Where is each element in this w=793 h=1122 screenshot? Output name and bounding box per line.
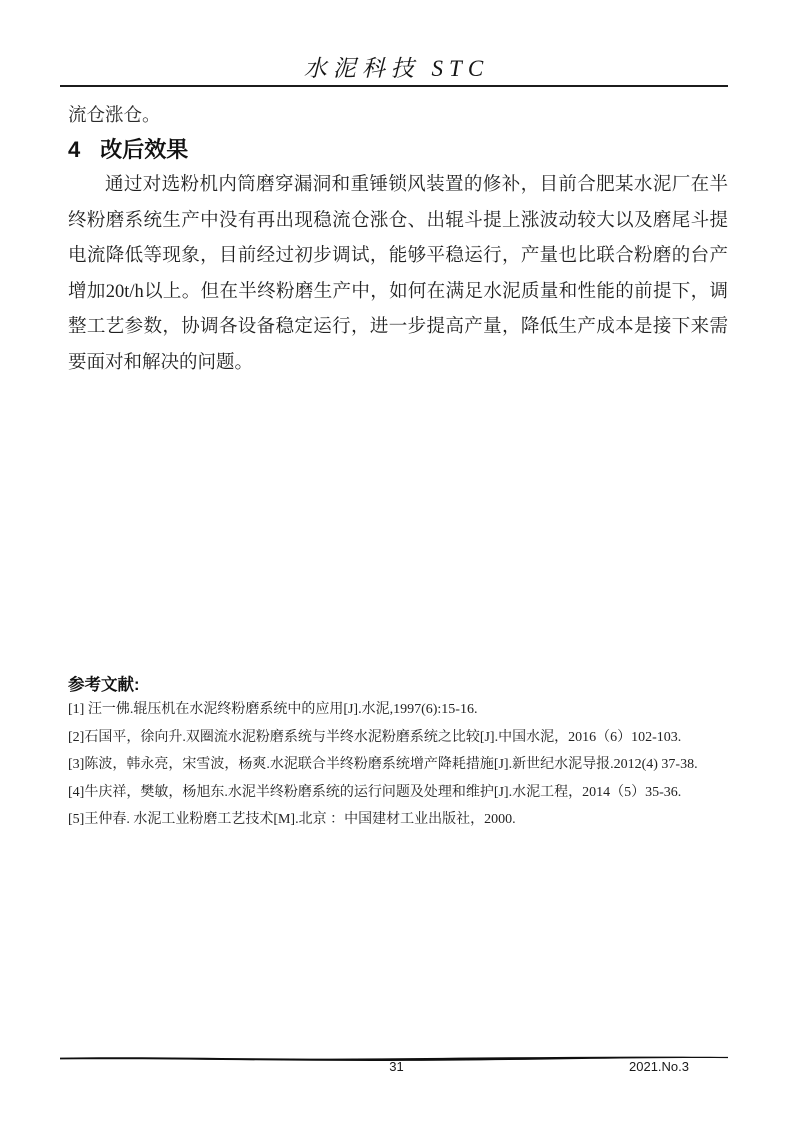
reference-item: [3]陈波，韩永亮，宋雪波，杨爽.水泥联合半终粉磨系统增产降耗措施[J].新世纪水泥导报.2012(4) 37-38. [68, 757, 698, 772]
reference-item: [1] 汪一佛.辊压机在水泥终粉磨系统中的应用[J].水泥,1997(6):15-16. [68, 702, 478, 717]
reference-list [68, 696, 740, 834]
journal-header-title: 水泥科技 STC [303, 56, 490, 81]
section-number: 4 [68, 137, 81, 162]
page-number: 31 [389, 1059, 404, 1074]
carryover-text: 流仓涨仓。 [68, 106, 161, 126]
reference-item: [2]石国平，徐向升.双圈流水泥粉磨系统与半终水泥粉磨系统之比较[J].中国水泥，2016（6）102-103. [68, 729, 682, 745]
issue-label: 2021.No.3 [629, 1059, 689, 1074]
footer-rule [60, 1049, 728, 1056]
section-title: 改后效果 [100, 137, 189, 162]
reference-item: [4]牛庆祥，樊敏，杨旭东.水泥半终粉磨系统的运行问题及处理和维护[J].水泥工程，2014（5）35-36. [68, 784, 682, 800]
section-heading [68, 133, 188, 164]
reference-item: [5]王仲春. 水泥工业粉磨工艺技术[M].北京 ：中国建材工业出版社，2000. [68, 812, 516, 827]
body-paragraph: 通过对选粉机内筒磨穿漏洞和重锤锁风装置的修补，目前合肥某水泥厂在半终粉磨系统生产中没有再出现稳流仓涨仓、出辊斗提上涨波动较大以及磨尾斗提电流降低等现象，目前经过初步调试，能够平稳运行，产量也比联合粉磨的台产增加20t/h以上。但在半终粉磨生产中，如何在满足水泥质量和性能的前提下，调整工艺参数，协调各设备稳定运行，进一步提高产量，降低生产成本是接下来需要面对和解决的问题。 [68, 175, 728, 373]
header-rule [60, 85, 728, 87]
references-heading: 参考文献: [68, 676, 140, 694]
